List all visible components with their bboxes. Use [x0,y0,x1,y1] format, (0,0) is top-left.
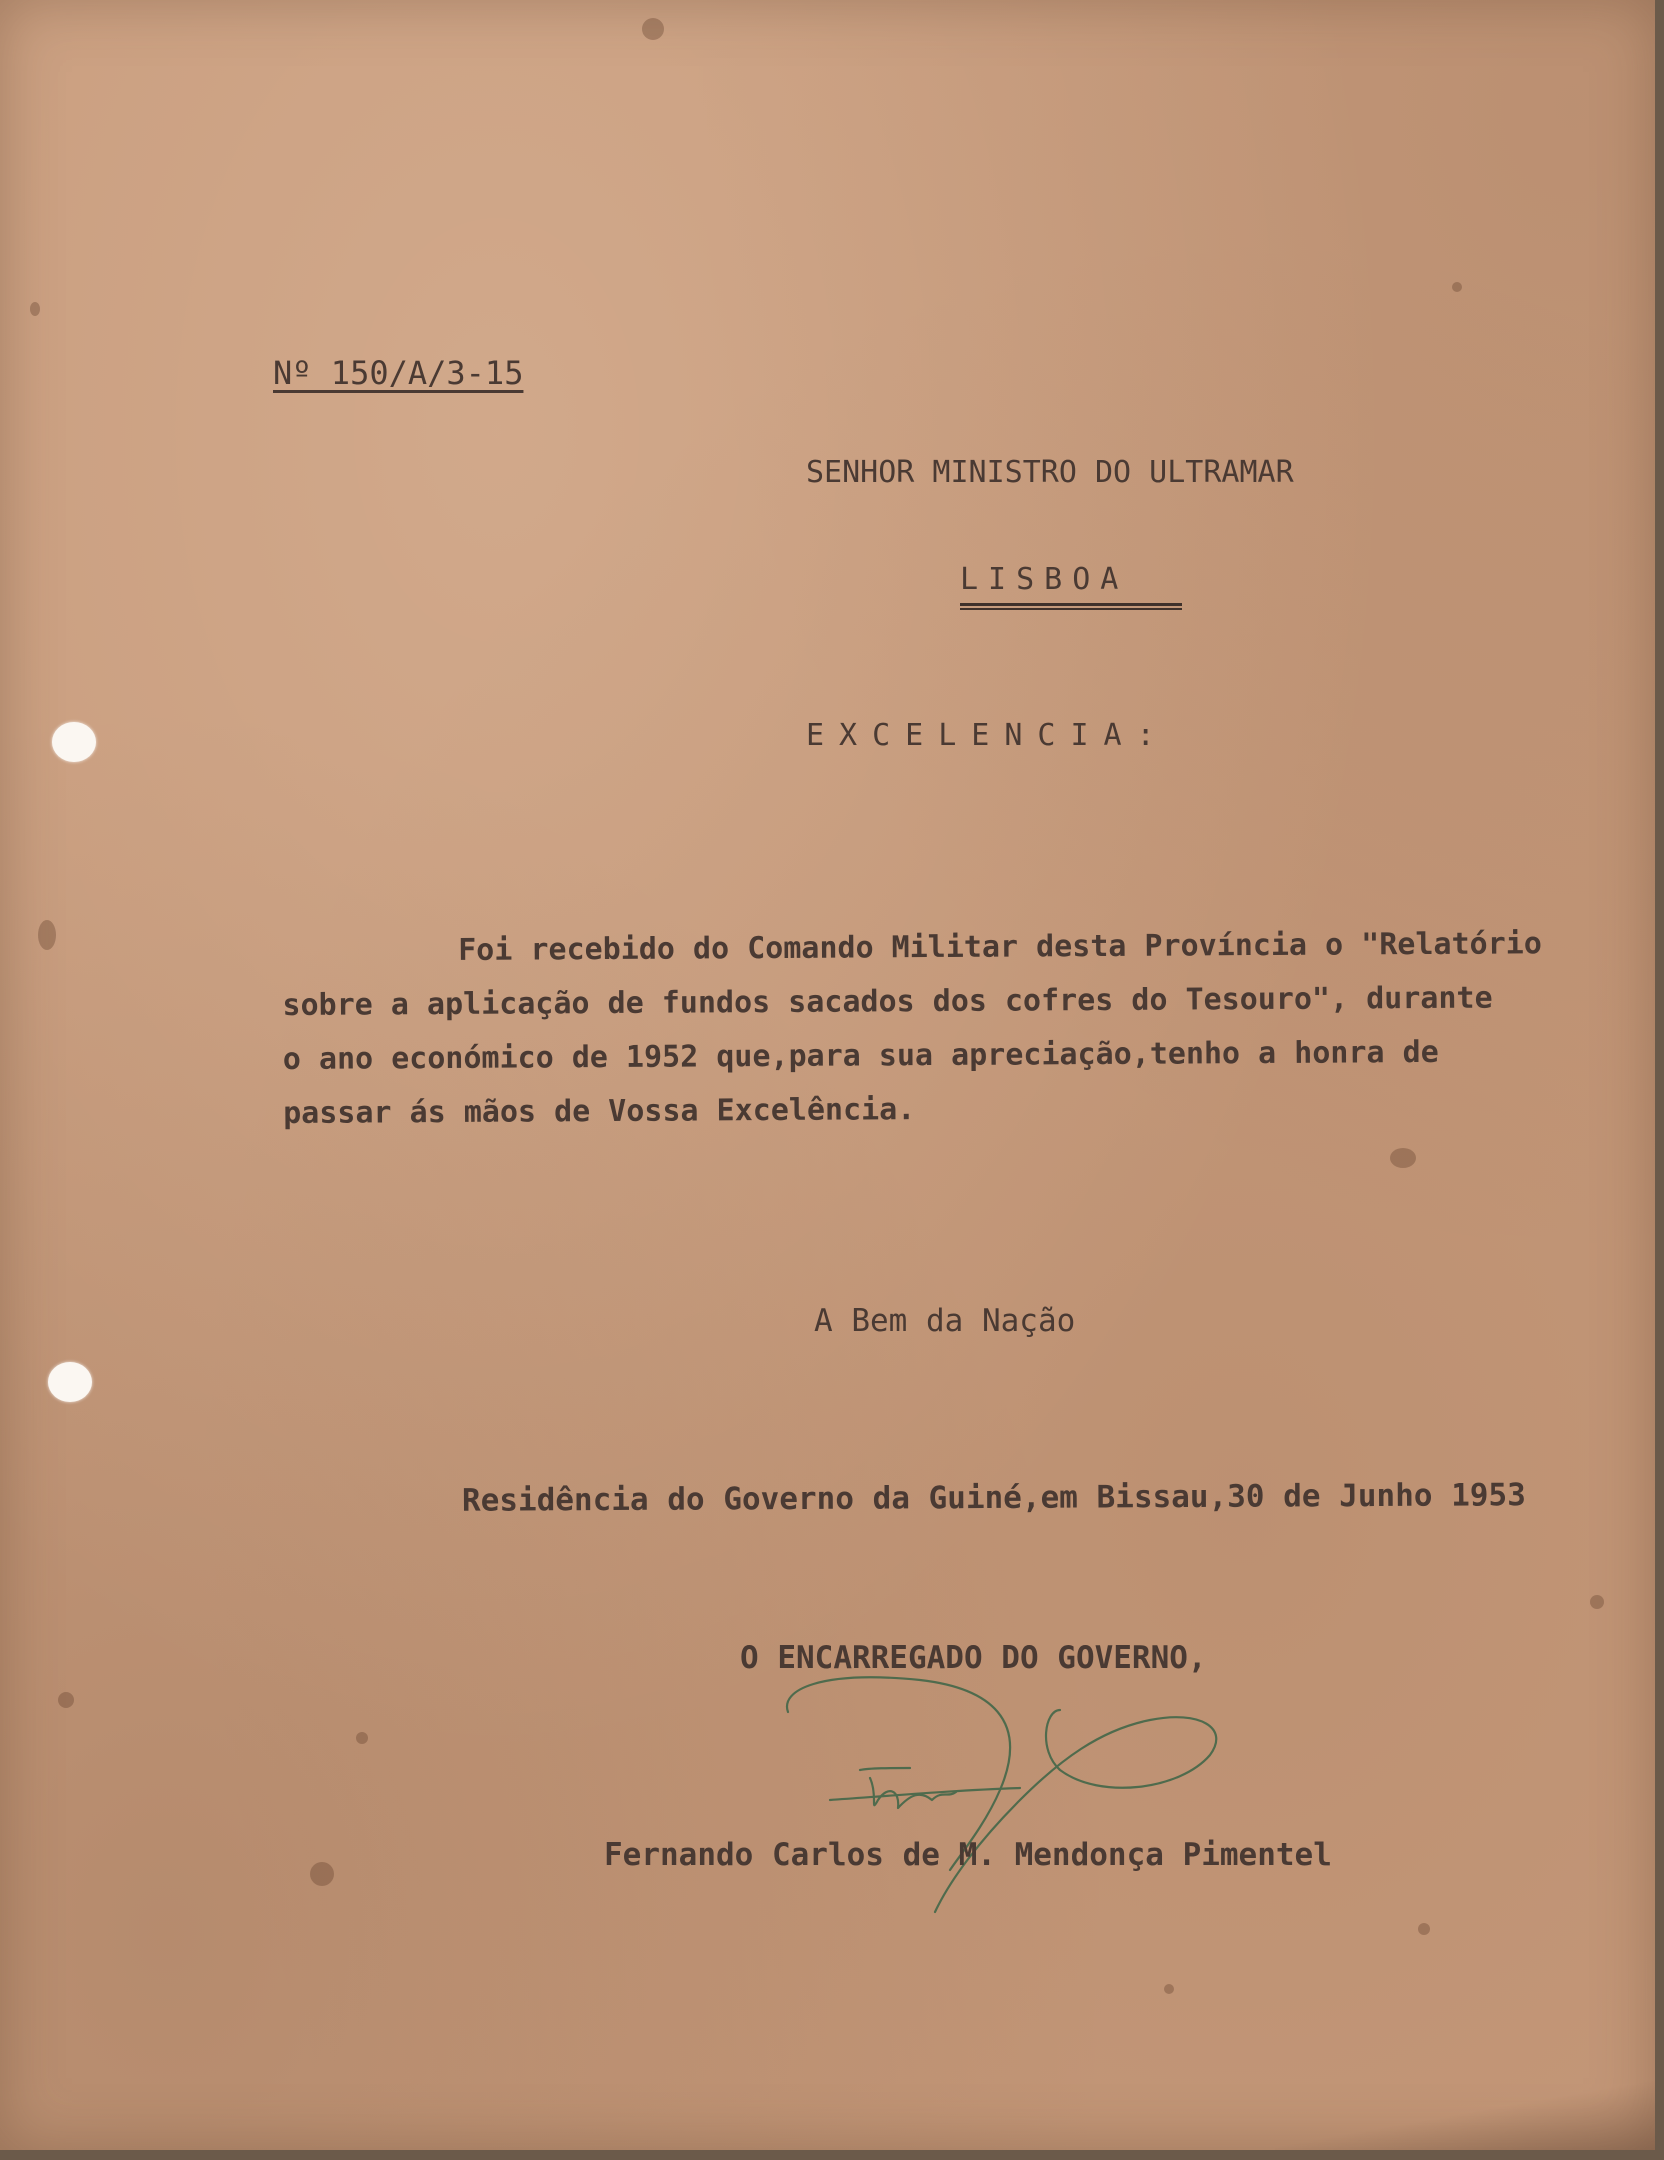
signatory-title: O ENCARREGADO DO GOVERNO, [740,1640,1207,1676]
city-underline [960,603,1182,606]
paper-speck [1590,1595,1604,1609]
salutation: EXCELENCIA: [806,718,1170,753]
body-line: o ano económico de 1952 que,para sua apreciação,tenho a honra de [282,1034,1439,1077]
worn-corner [1275,2060,1655,2150]
addressee: SENHOR MINISTRO DO ULTRAMAR [806,455,1294,490]
city: LISBOA [960,562,1129,597]
paper-speck [1164,1984,1174,1994]
letter-body [282,917,1643,1141]
punch-hole-bottom [48,1362,92,1402]
paper-speck [642,18,664,40]
punch-hole-top [52,722,96,762]
body-line: sobre a aplicação de fundos sacados dos cofres do Tesouro", durante [282,980,1493,1023]
paper-speck [1418,1923,1430,1935]
reference-number: Nº 150/A/3-15 [273,354,524,392]
place-date: Residência do Governo da Guiné,em Bissau,30 de Junho 1953 [461,1477,1526,1519]
signatory-name: Fernando Carlos de M. Mendonça Pimentel [604,1837,1332,1873]
paper-speck [356,1732,368,1744]
paper-speck [58,1692,74,1708]
handwritten-signature [760,1650,1260,1930]
paper-speck [1452,282,1462,292]
paper-speck [30,302,40,316]
paper-speck [310,1862,334,1886]
body-line: passar ás mãos de Vossa Excelência. [283,1092,916,1131]
closing-formula: A Bem da Nação [814,1303,1076,1339]
city-block [960,562,1182,610]
city-underline-second [960,608,1182,610]
paper-speck [1390,1148,1416,1168]
body-line: Foi recebido do Comando Militar desta Província o "Relatório [458,926,1542,968]
paper-speck [38,920,56,950]
